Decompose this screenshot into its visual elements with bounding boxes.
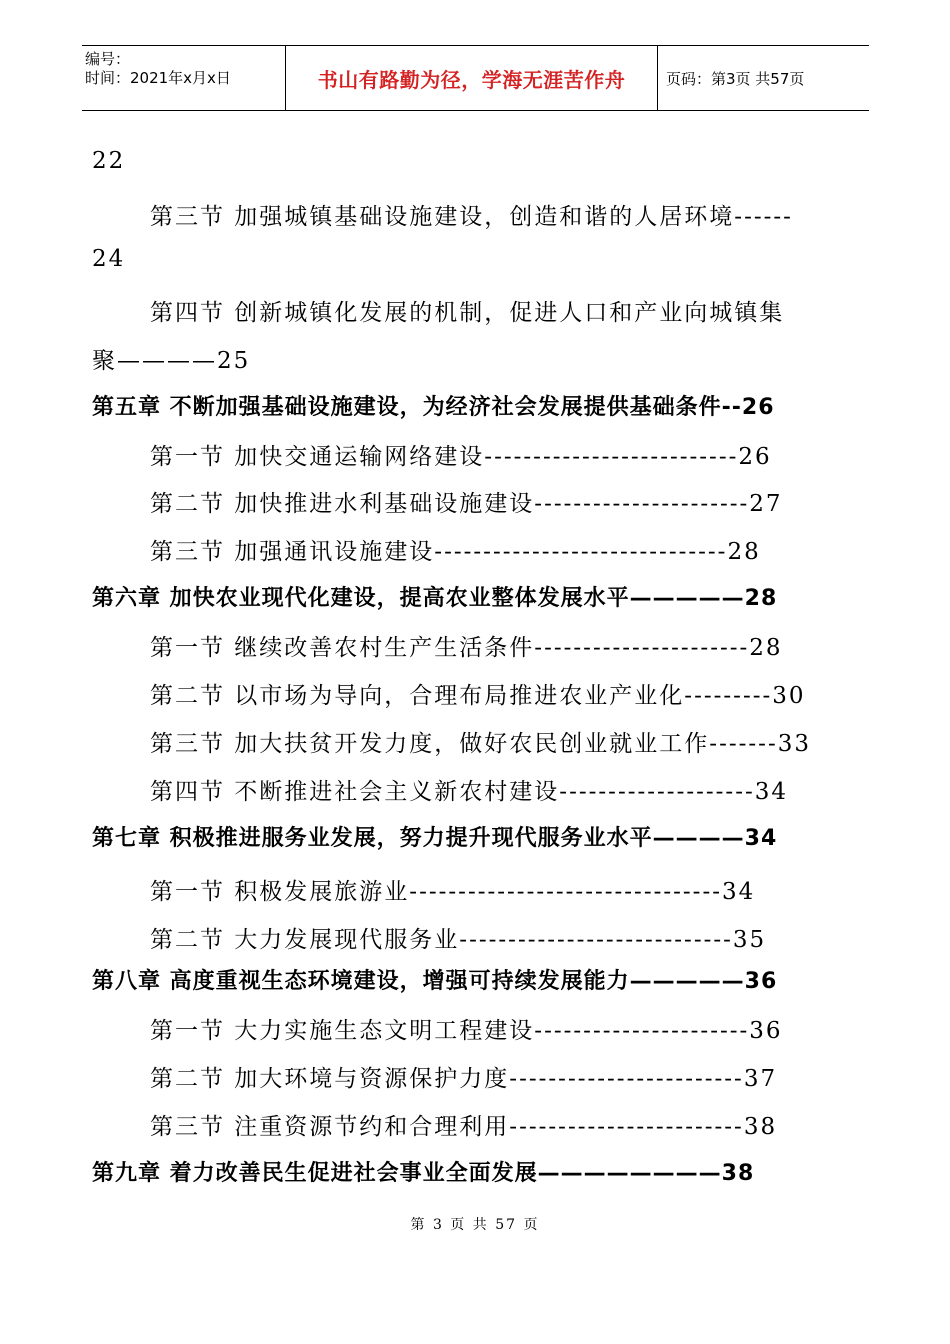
toc-line: 第二节 加大环境与资源保护力度------------------------37: [150, 1066, 778, 1092]
toc-line: 第四节 创新城镇化发展的机制，促进人口和产业向城镇集: [150, 300, 785, 326]
toc-line: 第三节 注重资源节约和合理利用------------------------38: [150, 1114, 778, 1140]
toc-line: 第二节 加快推进水利基础设施建设----------------------27: [150, 491, 783, 517]
toc-line: 聚————25: [92, 348, 251, 374]
toc-line: 第一节 继续改善农村生产生活条件----------------------28: [150, 635, 783, 661]
toc-line: 第一节 大力实施生态文明工程建设----------------------36: [150, 1018, 783, 1044]
toc-line: 第三节 加强通讯设施建设------------------------------28: [150, 539, 761, 565]
header-motto: 书山有路勤为径，学海无涯苦作舟: [286, 46, 658, 110]
toc-line: 第三节 加强城镇基础设施建设，创造和谐的人居环境------: [150, 204, 793, 230]
header-meta: [82, 46, 286, 110]
toc-line: 24: [92, 246, 126, 272]
header-time-label: 时间：2021年x月x日: [85, 69, 231, 87]
toc-line: 第一节 积极发展旅游业--------------------------------34: [150, 879, 756, 905]
toc-line: 第四节 不断推进社会主义新农村建设--------------------34: [150, 779, 789, 805]
toc-chapter: 第八章 高度重视生态环境建设，增强可持续发展能力—————36: [92, 969, 778, 994]
toc-line: 第一节 加快交通运输网络建设--------------------------26: [150, 444, 772, 470]
page-footer: 第 3 页 共 57 页: [410, 1217, 540, 1233]
toc-line: 第二节 大力发展现代服务业----------------------------35: [150, 927, 767, 953]
toc-chapter: 第六章 加快农业现代化建设，提高农业整体发展水平—————28: [92, 586, 778, 611]
page-header: [82, 45, 869, 111]
toc-chapter: 第九章 着力改善民生促进社会事业全面发展————————38: [92, 1161, 755, 1186]
toc-line: 第三节 加大扶贫开发力度，做好农民创业就业工作-------33: [150, 731, 811, 757]
toc-line: 22: [92, 148, 126, 174]
toc-line: 第二节 以市场为导向，合理布局推进农业产业化---------30: [150, 683, 806, 709]
header-page-info: 页码：第3页 共57页: [666, 69, 805, 88]
toc-chapter: 第五章 不断加强基础设施建设，为经济社会发展提供基础条件--26: [92, 395, 775, 420]
header-number-label: 编号：: [85, 50, 131, 68]
toc-chapter: 第七章 积极推进服务业发展，努力提升现代服务业水平————34: [92, 826, 778, 851]
